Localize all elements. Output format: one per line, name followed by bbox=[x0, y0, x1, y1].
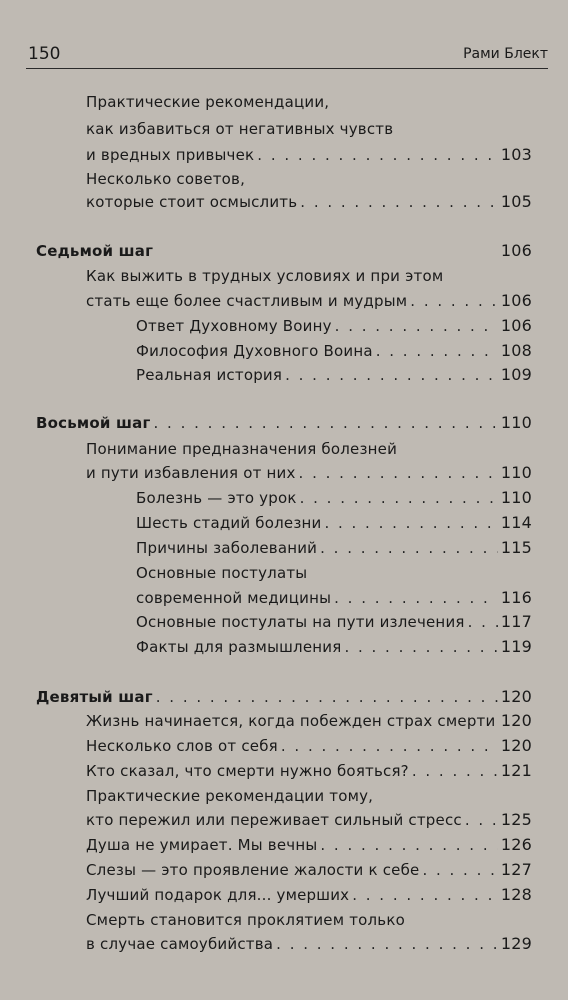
toc-entry-title: современной медицины bbox=[136, 589, 332, 607]
toc-entry bbox=[86, 762, 532, 780]
toc-entry bbox=[86, 120, 393, 138]
toc-entry-title: стать еще более счастливым и мудрым bbox=[86, 292, 408, 310]
toc-entry-page: 106 bbox=[500, 241, 532, 260]
dot-leader bbox=[422, 861, 497, 879]
dot-leader bbox=[257, 146, 498, 164]
toc-entry-title: Лучший подарок для... умерших bbox=[86, 886, 350, 904]
toc-entry-title: Девятый шаг bbox=[36, 688, 153, 706]
toc-entry bbox=[136, 317, 532, 335]
dot-leader bbox=[324, 514, 497, 532]
dot-leader bbox=[300, 193, 498, 211]
toc-entry bbox=[86, 737, 532, 755]
toc-entry-title: Смерть становится проклятием только bbox=[86, 911, 405, 929]
toc-entry bbox=[86, 712, 532, 730]
toc-entry-page: 106 bbox=[500, 291, 532, 310]
dot-leader bbox=[410, 292, 498, 310]
toc-entry bbox=[136, 366, 532, 384]
dot-leader bbox=[154, 414, 498, 432]
toc-entry bbox=[136, 613, 532, 631]
toc-entry bbox=[86, 292, 532, 310]
toc-entry-title: в случае самоубийства bbox=[86, 935, 274, 953]
toc-entry-page: 125 bbox=[500, 810, 532, 829]
toc-entry-title: Душа не умирает. Мы вечны bbox=[86, 836, 318, 854]
toc-entry bbox=[136, 539, 532, 557]
toc-entry-page: 106 bbox=[500, 316, 532, 335]
toc-entry-title: Болезнь — это урок bbox=[136, 489, 297, 507]
dot-leader bbox=[320, 836, 497, 854]
dot-leader bbox=[412, 762, 498, 780]
dot-leader bbox=[334, 589, 498, 607]
toc-entry-page: 120 bbox=[500, 687, 532, 706]
dot-leader bbox=[497, 712, 498, 730]
page-number: 150 bbox=[28, 44, 61, 64]
dot-leader bbox=[300, 489, 498, 507]
toc-entry bbox=[86, 170, 245, 188]
toc-entry-page: 127 bbox=[500, 860, 532, 879]
toc-entry-title: Жизнь начинается, когда побежден страх смерти bbox=[86, 712, 496, 730]
toc-entry-page: 129 bbox=[500, 934, 532, 953]
toc-entry-page: 109 bbox=[500, 365, 532, 384]
toc-entry-title: Основные постулаты на пути излечения bbox=[136, 613, 465, 631]
toc-entry-page: 110 bbox=[500, 413, 532, 432]
toc-entry-page: 128 bbox=[500, 885, 532, 904]
dot-leader bbox=[352, 886, 498, 904]
toc-entry bbox=[136, 342, 532, 360]
toc-entry bbox=[136, 589, 532, 607]
dot-leader bbox=[468, 613, 498, 631]
toc-entry bbox=[86, 267, 443, 285]
toc-step-heading bbox=[36, 242, 532, 260]
toc-entry bbox=[86, 93, 329, 111]
toc-entry-title: Практические рекомендации, bbox=[86, 93, 330, 111]
dot-leader bbox=[285, 366, 498, 384]
dot-leader bbox=[320, 539, 498, 557]
toc-entry bbox=[136, 638, 532, 656]
dot-leader bbox=[276, 935, 498, 953]
running-title: Рами Блект bbox=[463, 46, 548, 62]
toc-entry-page: 108 bbox=[500, 341, 532, 360]
dot-leader bbox=[465, 811, 498, 829]
toc-entry-page: 121 bbox=[500, 761, 532, 780]
toc-entry bbox=[136, 514, 532, 532]
toc-entry-page: 120 bbox=[500, 711, 532, 730]
toc-entry-page: 110 bbox=[500, 463, 532, 482]
toc-entry-title: Практические рекомендации тому, bbox=[86, 787, 374, 805]
dot-leader bbox=[156, 688, 498, 706]
toc-entry-title: Понимание предназначения болезней bbox=[86, 440, 398, 458]
toc-entry-page: 126 bbox=[500, 835, 532, 854]
toc-entry-title: которые стоит осмыслить bbox=[86, 193, 298, 211]
dot-leader bbox=[335, 317, 498, 335]
toc-entry-page: 105 bbox=[500, 192, 532, 211]
toc-entry bbox=[86, 935, 532, 953]
toc-entry-title: как избавиться от негативных чувств bbox=[86, 120, 394, 138]
toc-entry-title: Несколько советов, bbox=[86, 170, 246, 188]
dot-leader bbox=[281, 737, 498, 755]
toc-entry-title: Несколько слов от себя bbox=[86, 737, 278, 755]
toc-entry-page: 120 bbox=[500, 736, 532, 755]
toc-entry-title: кто пережил или переживает сильный стресс bbox=[86, 811, 462, 829]
toc-entry bbox=[86, 836, 532, 854]
toc-entry bbox=[136, 489, 532, 507]
toc-entry bbox=[86, 886, 532, 904]
toc-entry bbox=[86, 911, 405, 929]
toc-entry-title: Факты для размышления bbox=[136, 638, 342, 656]
toc-step-heading bbox=[36, 688, 532, 706]
toc-entry-page: 103 bbox=[500, 145, 532, 164]
toc-entry bbox=[86, 146, 532, 164]
toc-step-heading bbox=[36, 414, 532, 432]
toc-entry-title: Ответ Духовному Воину bbox=[136, 317, 332, 335]
toc-entry bbox=[136, 564, 307, 582]
toc-entry-title: Философия Духовного Воина bbox=[136, 342, 373, 360]
toc-entry bbox=[86, 811, 532, 829]
toc-entry-page: 117 bbox=[500, 612, 532, 631]
toc-entry-title: Как выжить в трудных условиях и при этом bbox=[86, 267, 444, 285]
toc-entry bbox=[86, 440, 397, 458]
toc-entry-title: и вредных привычек bbox=[86, 146, 255, 164]
toc-entry-title: Реальная история bbox=[136, 366, 283, 384]
toc-entry bbox=[86, 193, 532, 211]
toc-entry-page: 115 bbox=[500, 538, 532, 557]
dot-leader bbox=[344, 638, 497, 656]
toc-entry-page: 114 bbox=[500, 513, 532, 532]
dot-leader bbox=[376, 342, 498, 360]
toc-entry-title: Седьмой шаг bbox=[36, 242, 154, 260]
toc-entry-title: Восьмой шаг bbox=[36, 414, 151, 432]
dot-leader bbox=[299, 464, 498, 482]
toc-entry-page: 119 bbox=[500, 637, 532, 656]
toc-entry bbox=[86, 464, 532, 482]
toc-entry bbox=[86, 787, 373, 805]
toc-entry-page: 116 bbox=[500, 588, 532, 607]
toc-entry-title: Шесть стадий болезни bbox=[136, 514, 322, 532]
toc-entry-title: Основные постулаты bbox=[136, 564, 308, 582]
toc-entry-title: Причины заболеваний bbox=[136, 539, 318, 557]
toc-entry-page: 110 bbox=[500, 488, 532, 507]
toc-entry-title: Кто сказал, что смерти нужно бояться? bbox=[86, 762, 409, 780]
toc-entry-title: и пути избавления от них bbox=[86, 464, 296, 482]
toc-entry-title: Слезы — это проявление жалости к себе bbox=[86, 861, 420, 879]
toc-entry bbox=[86, 861, 532, 879]
